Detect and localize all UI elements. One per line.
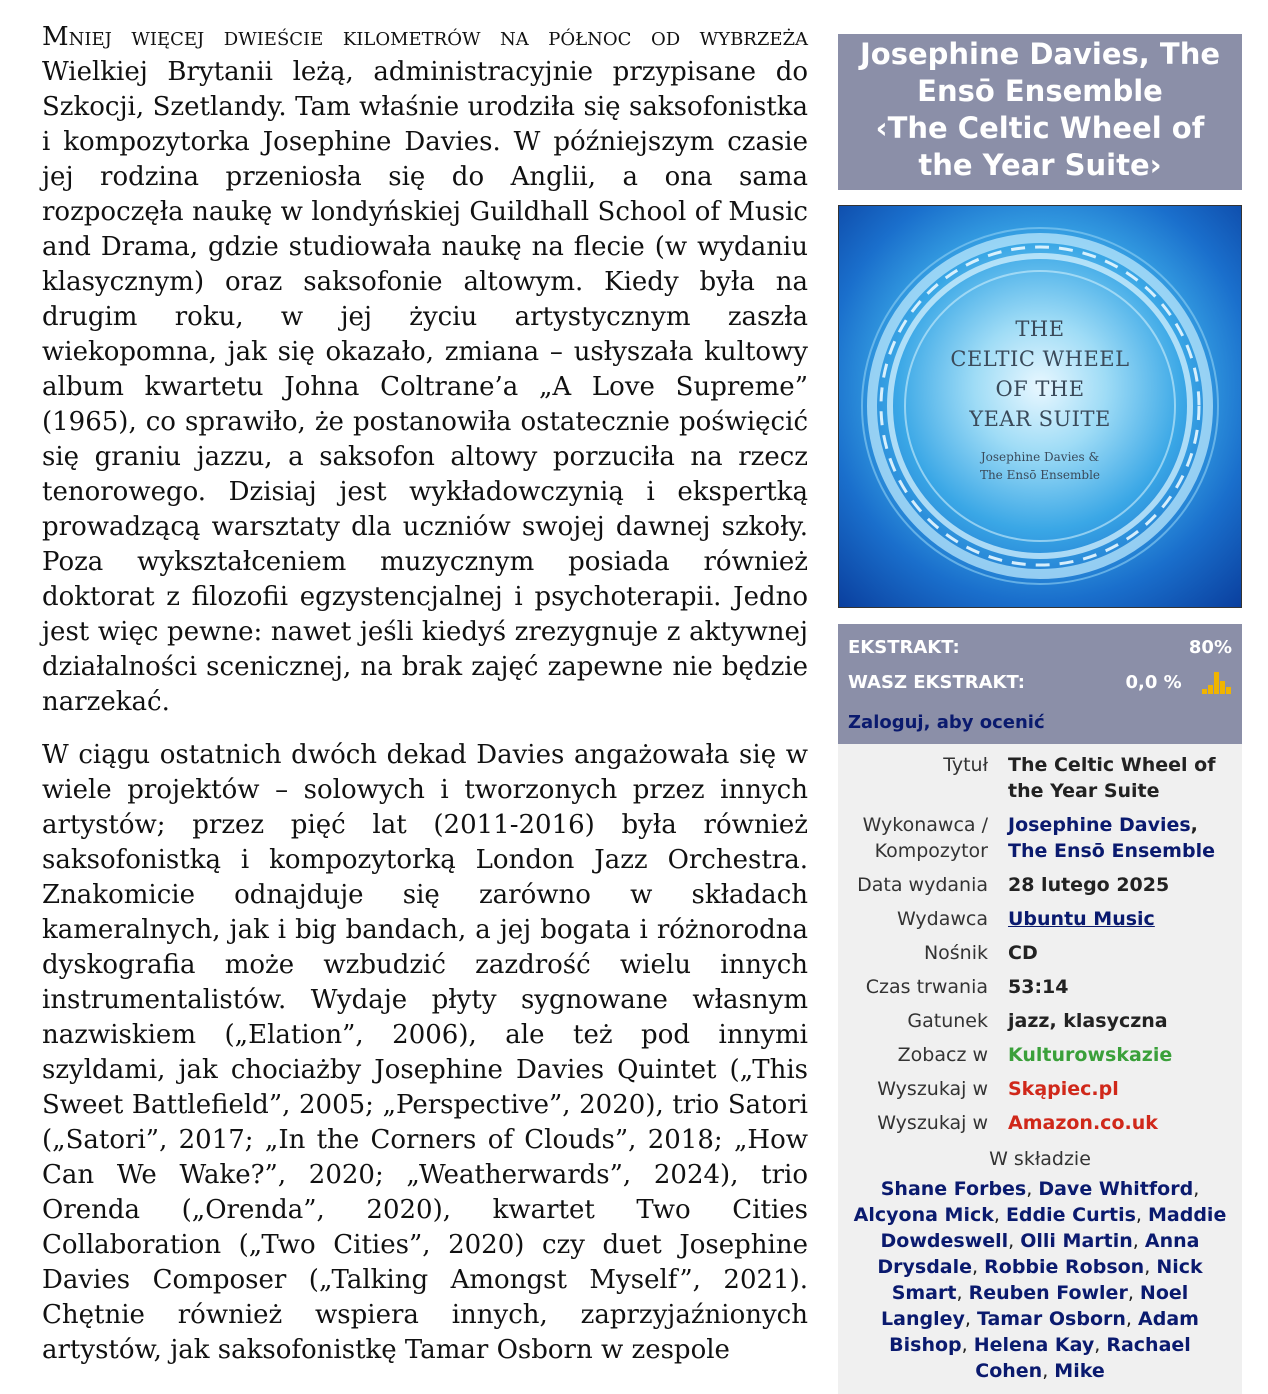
ekstrakt-value: 80% — [1188, 637, 1232, 658]
separator: , — [1094, 1334, 1107, 1356]
separator: , — [1026, 1178, 1039, 1200]
detail-row-publisher — [838, 906, 1242, 940]
lineup-heading: W składzie — [989, 1148, 1091, 1170]
details-table — [838, 752, 1242, 1144]
ensemble-link[interactable]: The Ensō Ensemble — [1008, 840, 1215, 862]
member-link[interactable]: Maddie Dowdeswell — [880, 1204, 1227, 1252]
detail-value: The Celtic Wheel of the Year Suite — [1008, 754, 1216, 802]
member-link[interactable]: Helena Kay — [973, 1334, 1095, 1356]
ekstrakt-label: EKSTRAKT: — [848, 637, 960, 658]
cover-title-line: THE — [1015, 317, 1065, 341]
lead-in: Mniej więcej dwieście kilometrów na północ od wybrzeża — [42, 22, 808, 52]
comma: , — [1190, 814, 1198, 836]
detail-key: Wykonawca / Kompozytor — [862, 814, 988, 862]
separator: , — [956, 1282, 969, 1304]
detail-row-medium — [838, 940, 1242, 974]
detail-value — [1008, 1042, 1242, 1076]
member-link[interactable]: Mike — [1054, 1360, 1105, 1382]
detail-value: 28 lutego 2025 — [1008, 874, 1170, 896]
album-title-box — [838, 34, 1242, 190]
article-body — [42, 20, 808, 1386]
cover-subtitle — [839, 448, 1241, 484]
publisher-link[interactable]: Ubuntu Music — [1008, 908, 1155, 930]
detail-key: Nośnik — [923, 942, 988, 964]
detail-key: Tytuł — [943, 754, 988, 776]
skapiec-link[interactable]: Skąpiec.pl — [1008, 1078, 1119, 1100]
separator: , — [1132, 1230, 1145, 1252]
member-link[interactable]: Reuben Fowler — [968, 1282, 1128, 1304]
album-cover[interactable] — [838, 205, 1242, 608]
detail-key: Data wydania — [857, 874, 988, 896]
member-link[interactable]: Shane Forbes — [880, 1178, 1027, 1200]
separator: , — [1008, 1230, 1021, 1252]
separator: , — [1193, 1178, 1200, 1200]
cover-title — [839, 314, 1241, 434]
article-paragraph-1 — [42, 20, 808, 720]
paragraph-text: Wielkiej Brytanii leżą, administracyjnie przypisane do Szkocji, Szetlandy. Tam właśnie urodziła się saksofonistka i kompozytorka Josephine Davies. W późniejszym czasie jej rodzina przeniosła się do Anglii, a ona sama rozpoczęła naukę w londyńskiej Guildhall School of Music and Drama, gdzie studiowała naukę na flecie (w wydaniu klasycznym) oraz saksofonie altowym. Kiedy była na drugim roku, w jej życiu artystycznym zaszła wiekopomna, jak się okazało, zmiana – usłyszała kultowy album kwartetu Johna Coltrane’a „A Love Supreme” (1965), co sprawiło, że postanowiła ostatecznie poświęcić się graniu jazzu, a saksofon altowy porzuciła na rzecz tenorowego. Dzisiaj jest wykładowczynią i ekspertką prowadzącą warsztaty dla uczniów swojej dawnej szkoły. Poza wykształceniem muzycznym posiada również doktorat z filozofii egzystencjalnej i psychoterapii. Jedno jest więc pewne: nawet jeśli kiedyś zrezygnuje z aktywnej działalności scenicznej, na brak zajęć zapewne nie będzie narzekać. — [42, 57, 808, 717]
detail-row-search-2 — [838, 1110, 1242, 1144]
separator: , — [1125, 1308, 1139, 1330]
wasz-ekstrakt-value: 0,0 % — [1125, 672, 1182, 693]
member-link[interactable]: Adam Bishop — [889, 1308, 1199, 1356]
separator: , — [1135, 1204, 1148, 1226]
cover-subtitle-line: Josephine Davies & — [980, 450, 1100, 464]
login-to-rate-link[interactable]: Zaloguj, aby ocenić — [848, 712, 1045, 733]
article-paragraph-2: W ciągu ostatnich dwóch dekad Davies angażowała się w wiele projektów – solowych i tworzonych przez innych artystów; przez pięć lat (2011-2016) była również saksofonistką i kompozytorką London Jazz Orchestra. Znakomicie odnajduje się zarówno w składach kameralnych, jak i big bandach, a jej bogata i różnorodna dyskografia może wzbudzić zazdrość wielu innych instrumentalistów. Wydaje płyty sygnowane własnym nazwiskiem („Elation”, 2006), ale też pod innymi szyldami, jak chociażby Josephine Davies Quintet („This Sweet Battlefield”, 2005; „Perspective”, 2020), trio Satori („Satori”, 2017; „In the Corners of Clouds”, 2018; „How Can We Wake?”, 2020; „Weatherwards”, 2024), trio Orenda („Orenda”, 2020), kwartet Two Cities Collaboration („Two Cities”, 2020) czy duet Josephine Davies Composer („Talking Amongst Myself”, 2021). Chętnie również wspiera innych, zaprzyjaźnionych artystów, jak saksofonistkę Tamar Osborn w zespole — [42, 740, 808, 1365]
lineup-list — [838, 1174, 1242, 1384]
member-link[interactable]: Robbie Robson — [984, 1256, 1145, 1278]
cover-title-line: OF THE — [995, 377, 1085, 401]
wasz-ekstrakt-row — [848, 665, 1232, 700]
ekstrakt-row — [848, 630, 1232, 665]
detail-row-search-1 — [838, 1076, 1242, 1110]
detail-value — [1008, 906, 1242, 940]
detail-row-title — [838, 752, 1242, 812]
wasz-ekstrakt-label: WASZ EKSTRAKT: — [848, 672, 1025, 693]
member-link[interactable]: Dave Whitford — [1038, 1178, 1194, 1200]
detail-row-duration — [838, 974, 1242, 1008]
member-link[interactable]: Rachael Cohen — [975, 1334, 1191, 1382]
separator: , — [964, 1308, 977, 1330]
cover-title-line: CELTIC WHEEL — [950, 347, 1130, 371]
detail-key: Zobacz w — [897, 1044, 988, 1066]
cover-title-line: YEAR SUITE — [969, 407, 1111, 431]
detail-key: Wyszukaj w — [877, 1078, 988, 1100]
detail-row-genre — [838, 1008, 1242, 1042]
detail-value: 53:14 — [1008, 976, 1069, 998]
separator: , — [972, 1256, 985, 1278]
cover-text — [839, 314, 1241, 484]
member-link[interactable]: Olli Martin — [1020, 1230, 1133, 1252]
separator: , — [1144, 1256, 1157, 1278]
detail-key: Wyszukaj w — [877, 1112, 988, 1134]
member-link[interactable]: Nick Smart — [891, 1256, 1203, 1304]
rating-bars-icon[interactable] — [1202, 672, 1232, 694]
album-sidebar — [838, 34, 1242, 1394]
cover-subtitle-line: The Ensō Ensemble — [979, 468, 1101, 482]
detail-value: jazz, klasyczna — [1008, 1010, 1168, 1032]
separator: , — [961, 1334, 974, 1356]
album-details — [838, 744, 1242, 1394]
member-link[interactable]: Alcyona Mick — [853, 1204, 994, 1226]
detail-key: Wydawca — [896, 908, 988, 930]
detail-key: Gatunek — [907, 1010, 988, 1032]
detail-value — [1008, 1110, 1242, 1144]
detail-key: Czas trwania — [865, 976, 988, 998]
separator: , — [1042, 1360, 1055, 1382]
artist-link[interactable]: Josephine Davies — [1008, 814, 1191, 836]
member-link[interactable]: Noel Langley — [881, 1282, 1189, 1330]
separator: , — [993, 1204, 1006, 1226]
separator: , — [1127, 1282, 1140, 1304]
kulturowskaz-link[interactable]: Kulturowskazie — [1008, 1044, 1173, 1066]
detail-value: CD — [1008, 942, 1038, 964]
member-link[interactable]: Tamar Osborn — [976, 1308, 1126, 1330]
member-link[interactable]: Anna Drysdale — [877, 1230, 1200, 1278]
detail-row-see — [838, 1042, 1242, 1076]
detail-row-date — [838, 872, 1242, 906]
detail-value — [1008, 1076, 1242, 1110]
rating-panel — [838, 624, 1242, 744]
album-title: ‹The Celtic Wheel of the Year Suite› — [875, 111, 1205, 182]
member-link[interactable]: Eddie Curtis — [1005, 1204, 1136, 1226]
detail-value — [1008, 812, 1242, 872]
amazon-link[interactable]: Amazon.co.uk — [1008, 1112, 1158, 1134]
album-artist: Josephine Davies, The Ensō Ensemble — [859, 37, 1221, 108]
detail-row-artist — [838, 812, 1242, 872]
